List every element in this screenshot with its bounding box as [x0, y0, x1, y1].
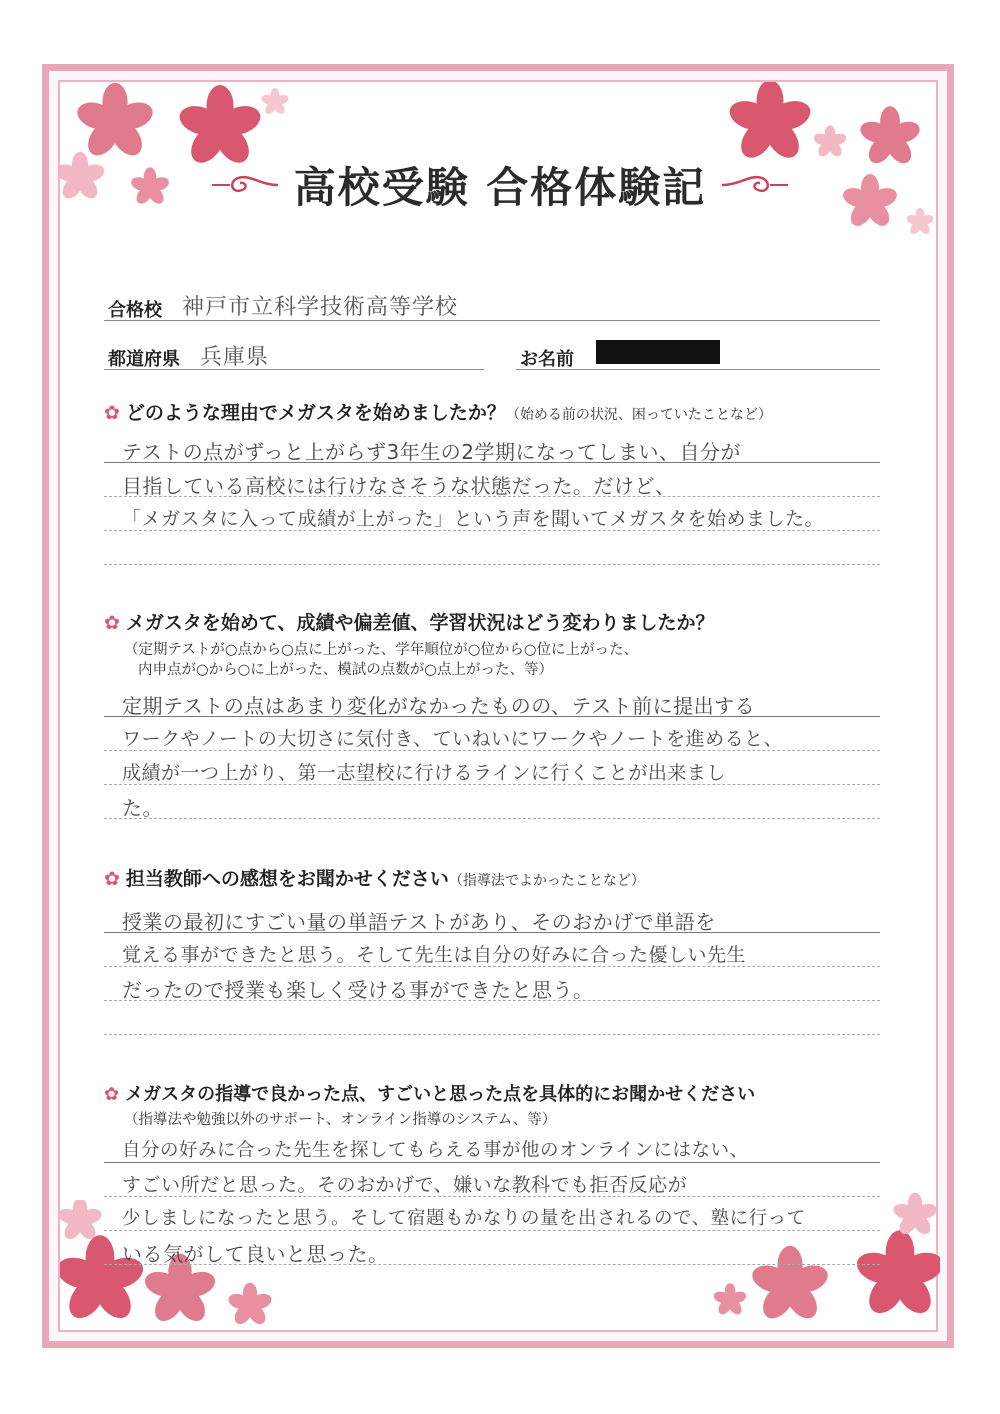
q4-line-1	[104, 1162, 880, 1163]
question-3-title: ✿ 担当教師への感想をお聞かせください（指導法でよかったことなど）	[104, 868, 645, 890]
blossom-bullet-icon: ✿	[104, 612, 120, 634]
q1-answer-line-1: テストの点がずっと上がらず3年生の2学期になってしまい、自分が	[122, 440, 741, 464]
blossom-bullet-icon: ✿	[104, 402, 120, 424]
q2-answer-line-2: ワークやノートの大切さに気付き、ていねいにワークやノートを進めると、	[122, 728, 784, 750]
prefecture-label: 都道府県	[108, 349, 180, 370]
school-underline	[104, 320, 880, 321]
question-2-title: ✿ メガスタを始めて、成績や偏差値、学習状況はどう変わりましたか？	[104, 612, 715, 634]
question-2-sub-1: （定期テストが○点から○点に上がった、学年順位が○位から○位に上がった、	[124, 642, 639, 658]
q3-answer-line-1: 授業の最初にすごい量の単語テストがあり、そのおかげで単語を	[122, 910, 716, 934]
question-1-title: ✿ どのような理由でメガスタを始めましたか？（始める前の状況、困っていたことなど）	[104, 402, 772, 424]
name-underline	[516, 369, 880, 370]
school-label: 合格校	[108, 300, 162, 321]
question-3-note: （指導法でよかったことなど）	[448, 873, 645, 889]
swirl-ornament-right	[720, 170, 790, 200]
q2-answer-line-3: 成績が一つ上がり、第一志望校に行けるラインに行くことが出来まし	[122, 762, 726, 784]
blossom-bullet-icon: ✿	[104, 1084, 120, 1105]
swirl-ornament-left	[210, 170, 280, 200]
page-title: 高校受験 合格体験記	[293, 163, 707, 212]
q2-answer-line-1: 定期テストの点はあまり変化がなかったものの、テスト前に提出する	[122, 694, 756, 718]
prefecture-underline	[104, 369, 484, 370]
q1-answer-line-3: 「メガスタに入って成績が上がった」という声を聞いてメガスタを始めました。	[122, 508, 825, 530]
q2-line-4	[104, 818, 880, 819]
question-1-note: （始める前の状況、困っていたことなど）	[505, 407, 772, 423]
question-2-sub-2: 内申点が○から○に上がった、模試の点数が○点上がった、等）	[138, 662, 553, 678]
q4-line-3	[104, 1230, 880, 1231]
q4-answer-line-4: いる気がして良いと思った。	[122, 1242, 389, 1266]
q3-line-4	[104, 1034, 880, 1035]
q4-answer-line-2: すごい所だと思った。そのおかげで、嫌いな教科でも拒否反応が	[122, 1174, 688, 1196]
question-4-title: ✿ メガスタの指導で良かった点、すごいと思った点を具体的にお聞かせください	[104, 1084, 756, 1105]
name-redaction	[596, 340, 720, 364]
q2-answer-line-4: た。	[122, 796, 163, 820]
q4-answer-line-1: 自分の好みに合った先生を探してもらえる事が他のオンラインにはない、	[122, 1140, 749, 1161]
question-4-sub-1: （指導法や勉強以外のサポート、オンライン指導のシステム、等）	[124, 1112, 557, 1128]
q3-answer-line-3: だったので授業も楽しく受ける事ができたと思う。	[122, 978, 594, 1002]
q1-answer-line-2: 目指している高校には行けなさそうな状態だった。だけど、	[122, 474, 676, 498]
q3-answer-line-2: 覚える事ができたと思う。そして先生は自分の好みに合った優しい先生	[122, 944, 747, 966]
q1-line-4	[104, 564, 880, 565]
prefecture-value: 兵庫県	[200, 345, 270, 370]
blossom-bullet-icon: ✿	[104, 868, 120, 890]
name-label: お名前	[520, 349, 574, 370]
school-value: 神戸市立科学技術高等学校	[182, 295, 459, 320]
q4-answer-line-3: 少しましになったと思う。そして宿題もかなりの量を出されるので、塾に行って	[122, 1208, 806, 1229]
title-row	[0, 150, 1000, 220]
